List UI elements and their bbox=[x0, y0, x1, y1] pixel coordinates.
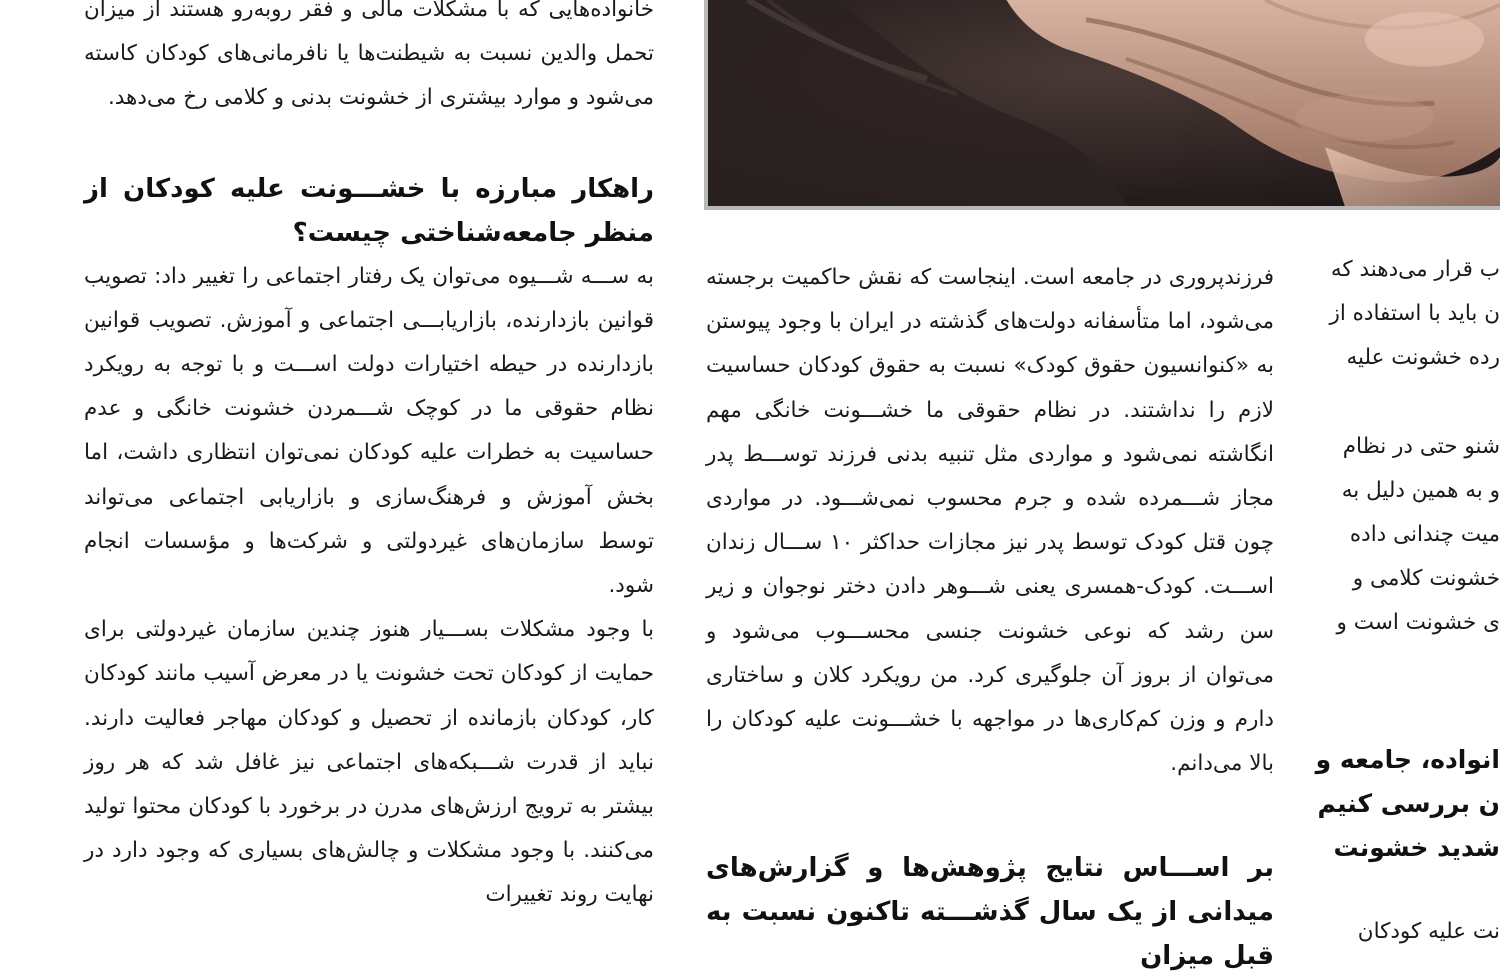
middle-section-heading: بر اســـاس نتایج پژوهش‌ها و گزارش‌های میدانی از یک سال گذشـــته تاکنون نسبت به قبل میزان bbox=[706, 853, 1274, 972]
hands-clasped-photo-icon bbox=[708, 0, 1500, 206]
right-heading-line: انواده، جامعه و bbox=[1315, 744, 1500, 774]
right-line: ی خشونت است و bbox=[1336, 610, 1500, 636]
left-paragraph-1: به ســـه شـــیوه می‌توان یک رفتار اجتماعی را تغییر داد: تصویب قوانین بازدارنده، بازاریابـــی اجتماعی و آموزش. تصویب قوانین بازدارنده در حیطه اختیارات دولت اســـت و با توجه به رویکرد نظام حقوقی ما در کوچک شـــمردن خشونت خانگی و عدم حساسیت به خطرات علیه کودکان نمی‌توان انتظاری داشت، اما بخش آموزش و فرهنگ‌سازی و بازاریابی اجتماعی می‌تواند توسط سازمان‌های غیردولتی و شرکت‌ها و مؤسسات انجام شود. bbox=[84, 263, 654, 599]
right-line: خشونت کلامی و bbox=[1352, 566, 1500, 592]
right-line: میت چندانی داده bbox=[1349, 522, 1500, 548]
middle-paragraph: فرزندپروری در جامعه است. اینجاست که نقش حاکمیت برجسته می‌شود، اما متأسفانه دولت‌های گذشته در ایران با وجود پیوستن به «کنوانسیون حقوق کودک» نسبت به حقوق کودکان حساسیت لازم را نداشتند. در نظام حقوقی ما خشـــونت خانگی مهم انگاشته نمی‌شود و مواردی مثل تنبیه بدنی فرزند توســـط پدر مجاز شـــمرده شده و جرم محسوب نمی‌شـــود. در مواردی چون قتل کودک توسط پدر نیز مجازات حداکثر ۱۰ ســـال زندان اســـت. کودک-همسری یعنی شـــوهر دادن دختر نوجوان و زیر سن رشد که نوعی خشونت جنسی محســـوب می‌شود و می‌توان از بروز آن جلوگیری کرد. من رویکرد کلان و ساختاری دارم و وزن کم‌کاری‌ها در مواجهه با خشـــونت علیه کودکان را بالا می‌دانم. bbox=[706, 265, 1274, 777]
left-intro-paragraph: خانواده‌هایی که با مشکلات مالی و فقر روبه‌رو هستند از میزان تحمل والدین نسبت به شیطنت‌ها یا نافرمانی‌های کودکان کاسته می‌شود و موارد بیشتری از خشونت بدنی و کلامی رخ می‌دهد. bbox=[84, 0, 654, 111]
right-line: رده خشونت علیه bbox=[1346, 345, 1500, 371]
right-heading-line: ن بررسی کنیم bbox=[1317, 788, 1500, 818]
left-column bbox=[84, 0, 654, 918]
right-line: نت علیه کودکان bbox=[1357, 918, 1500, 944]
right-column bbox=[1315, 248, 1500, 944]
right-line: ب قرار می‌دهند که bbox=[1330, 257, 1500, 282]
right-heading-line: شدید خشونت bbox=[1333, 832, 1500, 862]
right-line: و به همین دلیل به bbox=[1341, 477, 1500, 503]
middle-column bbox=[706, 256, 1274, 978]
right-line: شنو حتی در نظام bbox=[1342, 433, 1500, 459]
right-line: ن باید با استفاده از bbox=[1329, 301, 1500, 327]
left-paragraph-2: با وجود مشکلات بســـیار هنوز چندین سازمان غیردولتی برای حمایت از کودکان تحت خشونت یا در معرض آسیب مانند کودکان کار، کودکان بازمانده از تحصیل و کودکان مهاجر فعالیت دارند. نباید از قدرت شـــبکه‌های اجتماعی نیز غافل شد که هر روز بیشتر به ترویج ارزش‌های مدرن در برخورد با کودکان محتوا تولید می‌کنند. با وجود مشکلات و چالش‌های بسیاری که وجود دارد در نهایت روند تغییرات bbox=[84, 617, 654, 908]
article-photo bbox=[704, 0, 1500, 210]
left-section-heading: راهکار مبارزه با خشـــونت علیه کودکان از منظر جامعه‌شناختی چیست؟ bbox=[84, 173, 654, 248]
